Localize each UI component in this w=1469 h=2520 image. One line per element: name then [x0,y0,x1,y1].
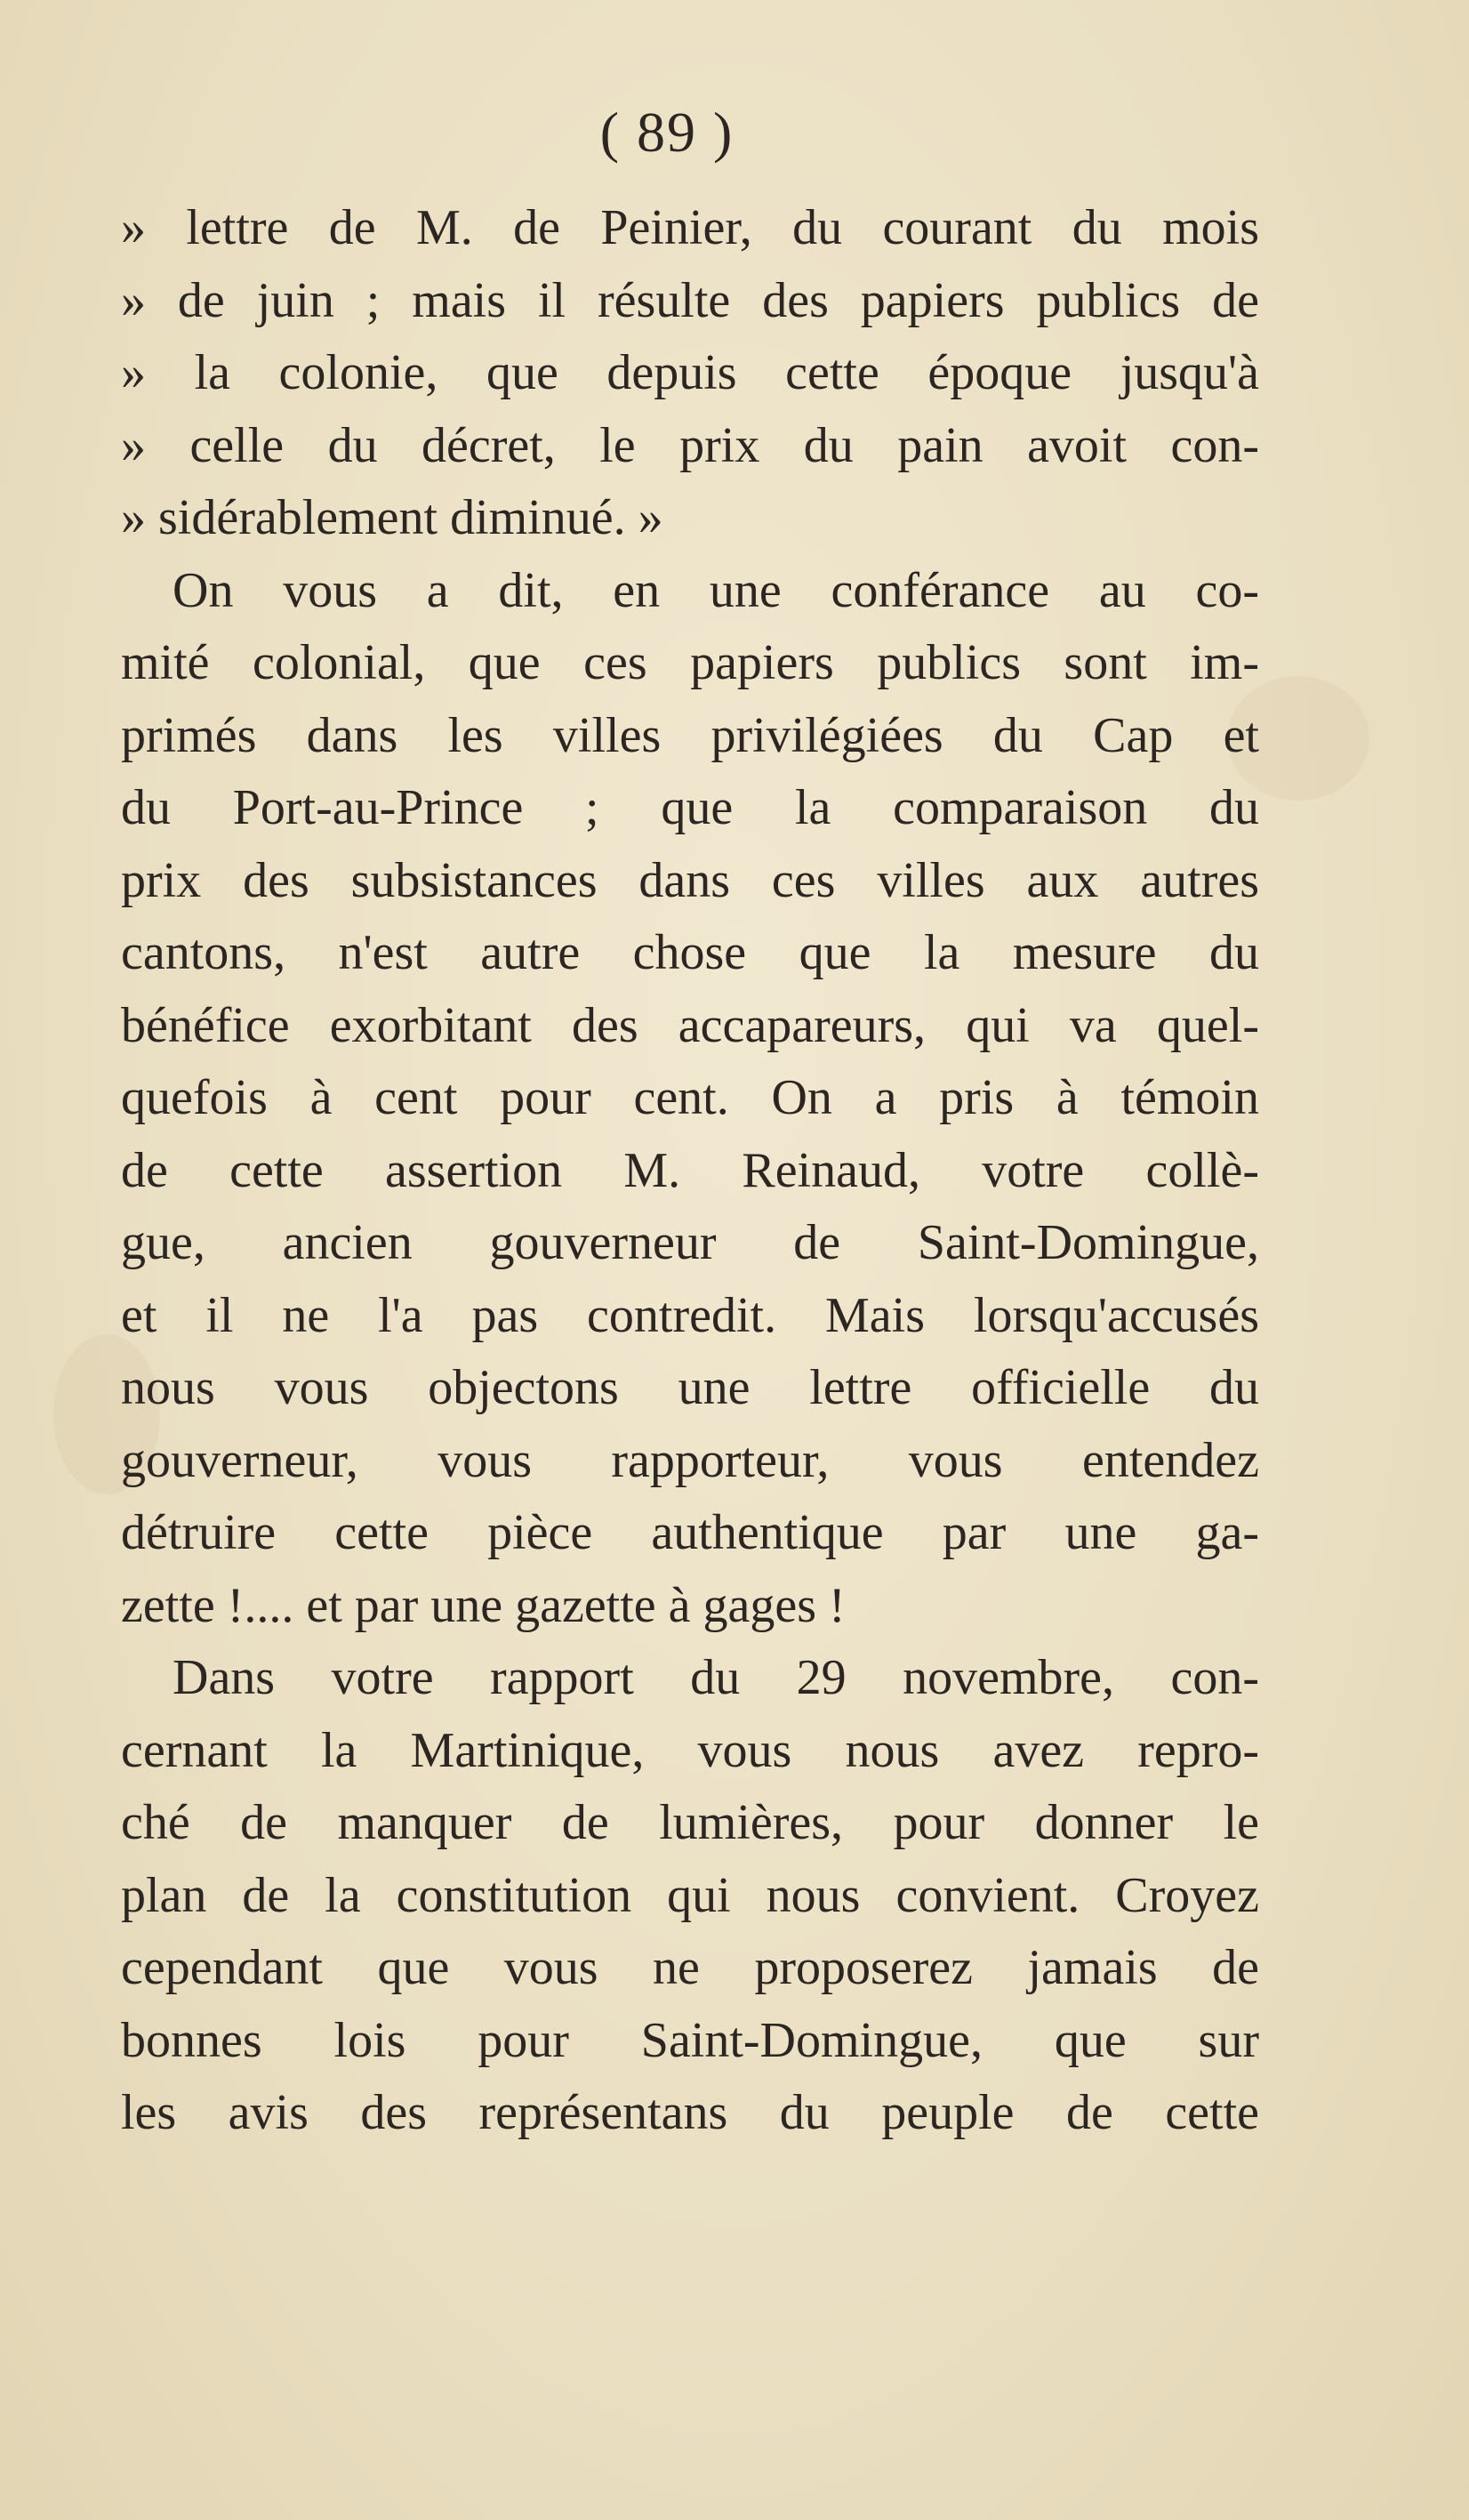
text-line: bénéfice exorbitant des accapareurs, qui va quel- [121,997,1259,1053]
text-line: de cette assertion M. Reinaud, votre collè- [121,1142,1259,1198]
text-line: nous vous objectons une lettre officielle du [121,1360,1259,1415]
text-line: » la colonie, que depuis cette époque jusqu'à [121,345,1259,400]
text-line: quefois à cent pour cent. On a pris à témoin [121,1070,1259,1125]
text-line: gue, ancien gouverneur de Saint-Domingue, [121,1215,1259,1270]
text-line: cernant la Martinique, vous nous avez repro- [121,1722,1259,1778]
text-line: cantons, n'est autre chose que la mesure du [121,925,1259,980]
text-line: primés dans les villes privilégiées du Cap et [121,707,1259,763]
text-line: détruire cette pièce authentique par une ga- [121,1505,1259,1560]
text-line: » lettre de M. de Peinier, du courant du mois [121,200,1259,255]
text-line: » de juin ; mais il résulte des papiers publics de [121,272,1259,328]
text-line: les avis des représentans du peuple de cette [121,2085,1259,2140]
text-line: » celle du décret, le prix du pain avoit con- [121,417,1259,473]
page-number: ( 89 ) [599,101,734,164]
page-text [121,192,1259,2150]
text-line: plan de la constitution qui nous convient. Croyez [121,1867,1259,1923]
text-line: cependant que vous ne proposerez jamais de [121,1940,1259,1995]
text-line: du Port-au-Prince ; que la comparaison du [121,780,1259,835]
text-line: ché de manquer de lumières, pour donner le [121,1795,1259,1850]
text-line: mité colonial, que ces papiers publics sont im- [121,635,1259,690]
text-line: On vous a dit, en une conférance au co- [173,562,1259,618]
text-line: » sidérablement diminué. » [121,490,663,545]
text-line: zette !.... et par une gazette à gages ! [121,1577,846,1633]
text-line: gouverneur, vous rapporteur, vous entendez [121,1432,1259,1488]
text-line: Dans votre rapport du 29 novembre, con- [173,1650,1259,1705]
text-line: bonnes lois pour Saint-Domingue, que sur [121,2012,1259,2068]
text-line: et il ne l'a pas contredit. Mais lorsqu'accusés [121,1287,1259,1343]
text-line: prix des subsistances dans ces villes aux autres [121,852,1259,908]
